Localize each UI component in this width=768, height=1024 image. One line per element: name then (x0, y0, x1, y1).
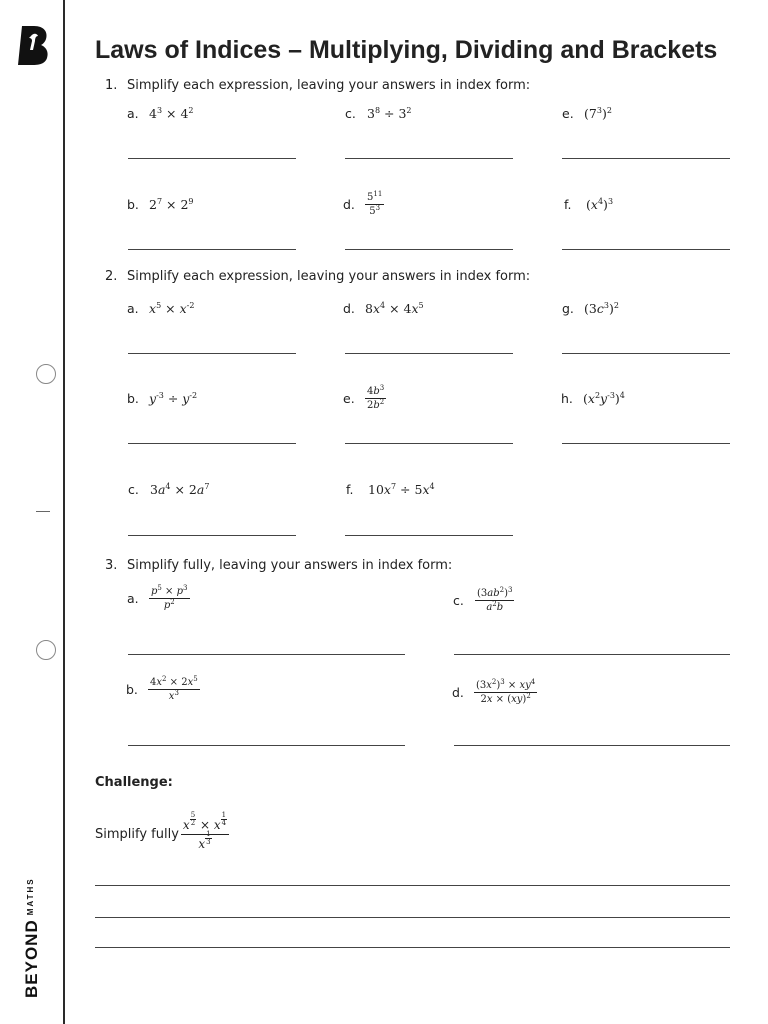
answer-line[interactable] (454, 745, 730, 746)
q1-item-d: d. $\frac{5^{11}}{5^3}$ (343, 190, 383, 217)
brand-wordmark (22, 877, 42, 998)
q2-item-c: c. $3a^4 \times 2a^7$ (128, 482, 210, 497)
q3-item-b: b. $\frac{4x^2 \times 2x^5}{x^3}$ (126, 675, 198, 702)
challenge-heading: Challenge: (95, 775, 173, 790)
question-3 (105, 558, 452, 573)
answer-line[interactable] (95, 917, 730, 918)
answer-line[interactable] (562, 249, 730, 250)
q1-item-f: f. $(x^4)^3$ (564, 197, 614, 212)
answer-line[interactable] (128, 158, 296, 159)
q2-item-a: a. $x^5 \times x^{-2}$ (127, 301, 195, 316)
question-text: Simplify fully, leaving your answers in index form: (127, 558, 453, 573)
q1-item-b: b. $2^7 \times 2^9$ (127, 197, 194, 212)
q3-item-a: a. $\frac{p^5 \times p^3}{p^2}$ (127, 584, 188, 611)
answer-line[interactable] (128, 353, 296, 354)
question-number: 1. (105, 78, 118, 93)
question-text: Simplify each expression, leaving your answers in index form: (127, 78, 531, 93)
margin-line (63, 0, 65, 1024)
question-number: 2. (105, 269, 118, 284)
beyond-maths-logo-icon (16, 24, 50, 66)
answer-line[interactable] (128, 535, 296, 536)
answer-line[interactable] (95, 947, 730, 948)
question-2 (105, 269, 530, 284)
q3-item-c: c. $\frac{(3ab^2)^3}{a^2b}$ (453, 586, 513, 613)
answer-line[interactable] (345, 353, 513, 354)
q1-item-a: a. $4^3 \times 4^2$ (127, 106, 194, 121)
q3-item-d: d. $\frac{(3x^2)^3 \times xy^4}{2x \times (xy)^2}$ (452, 678, 536, 705)
answer-line[interactable] (128, 443, 296, 444)
answer-line[interactable] (562, 353, 730, 354)
q1-item-e: e. $(7^3)^2$ (562, 106, 612, 121)
answer-line[interactable] (345, 443, 513, 444)
question-1 (105, 78, 530, 93)
answer-line[interactable] (128, 745, 405, 746)
answer-line[interactable] (562, 443, 730, 444)
q2-item-d: d. $8x^4 \times 4x^5$ (343, 301, 424, 316)
q2-item-f: f. $10x^7 \div 5x^4$ (346, 482, 435, 497)
answer-line[interactable] (562, 158, 730, 159)
punch-hole-top (36, 364, 56, 384)
answer-line[interactable] (345, 249, 513, 250)
answer-line[interactable] (95, 885, 730, 886)
challenge-text: Simplify fully (95, 827, 179, 842)
brand-name: BEYOND (22, 919, 41, 998)
brand-sub: MATHS (26, 877, 35, 916)
q2-item-b: b. $y^{-3} \div y^{-2}$ (127, 391, 198, 406)
challenge-expression: x 5 2 × x 1 4 x 1 3 (181, 818, 229, 851)
q2-item-h: h. $(x^2y^{-3})^4$ (561, 391, 625, 406)
fold-mark (36, 511, 50, 512)
question-number: 3. (105, 558, 118, 573)
answer-line[interactable] (345, 158, 513, 159)
answer-line[interactable] (128, 249, 296, 250)
q2-item-g: g. $(3c^3)^2$ (562, 301, 619, 316)
q2-item-e: e. $\frac{4b^3}{2b^2}$ (343, 384, 385, 411)
challenge-question (95, 811, 229, 851)
punch-hole-bottom (36, 640, 56, 660)
answer-line[interactable] (345, 535, 513, 536)
answer-line[interactable] (128, 654, 405, 655)
page-title: Laws of Indices – Multiplying, Dividing and Brackets (95, 36, 718, 64)
question-text: Simplify each expression, leaving your answers in index form: (127, 269, 531, 284)
q1-item-c: c. $3^8 \div 3^2$ (345, 106, 412, 121)
answer-line[interactable] (454, 654, 730, 655)
